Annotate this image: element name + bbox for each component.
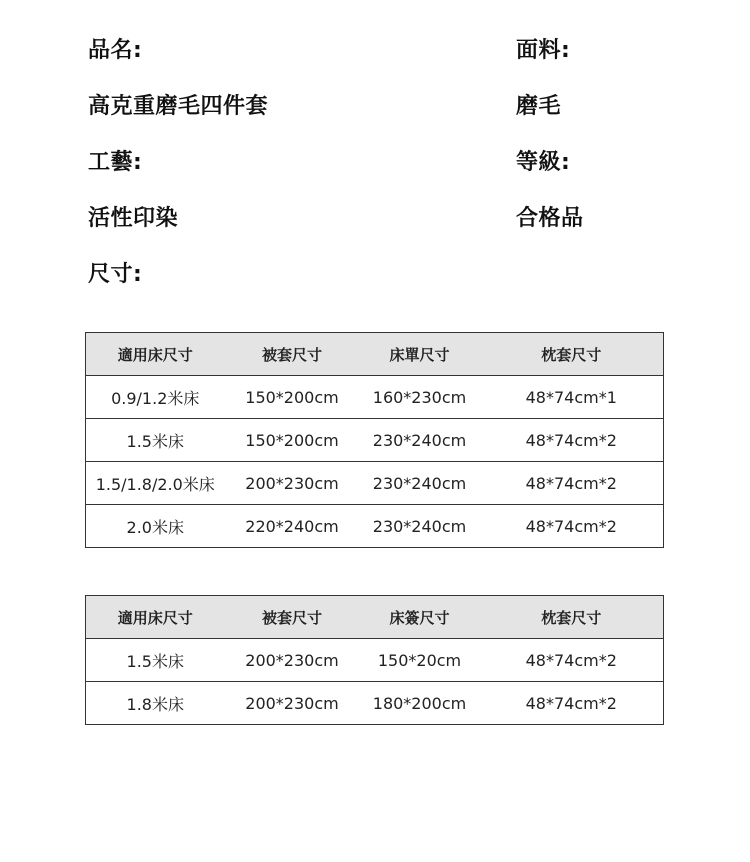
cell-bed-size: 1.5米床: [86, 419, 225, 462]
header-bed-size: 適用床尺寸: [86, 333, 225, 376]
cell-pillowcase-size: 48*74cm*2: [480, 419, 664, 462]
table-header-row: [86, 596, 664, 639]
craft-label: 工藝:: [88, 150, 143, 175]
header-bed-size: 適用床尺寸: [86, 596, 225, 639]
cell-pillowcase-size: 48*74cm*2: [480, 639, 664, 682]
cell-pillowcase-size: 48*74cm*2: [480, 462, 664, 505]
table-row: [86, 505, 664, 548]
product-name-label: 品名:: [88, 38, 143, 63]
cell-bed-size: 1.5/1.8/2.0米床: [86, 462, 225, 505]
cell-duvet-size: 150*200cm: [225, 419, 360, 462]
cell-fitted-sheet-size: 180*200cm: [360, 682, 480, 725]
table-row: [86, 376, 664, 419]
size-table-four-piece: [85, 332, 664, 548]
header-duvet-size: 被套尺寸: [225, 333, 360, 376]
grade-value: 合格品: [516, 206, 584, 231]
cell-duvet-size: 220*240cm: [225, 505, 360, 548]
table-row: [86, 639, 664, 682]
header-pillowcase-size: 枕套尺寸: [480, 596, 664, 639]
size-table-fitted-sheet: [85, 595, 664, 725]
cell-pillowcase-size: 48*74cm*2: [480, 505, 664, 548]
cell-bed-size: 2.0米床: [86, 505, 225, 548]
header-sheet-size: 床單尺寸: [360, 333, 480, 376]
cell-bed-size: 0.9/1.2米床: [86, 376, 225, 419]
table-header-row: [86, 333, 664, 376]
fabric-value: 磨毛: [516, 94, 562, 119]
table-row: [86, 682, 664, 725]
cell-sheet-size: 230*240cm: [360, 419, 480, 462]
cell-bed-size: 1.5米床: [86, 639, 225, 682]
table-row: [86, 462, 664, 505]
cell-duvet-size: 200*230cm: [225, 462, 360, 505]
cell-pillowcase-size: 48*74cm*1: [480, 376, 664, 419]
product-name-value: 高克重磨毛四件套: [88, 94, 269, 119]
cell-sheet-size: 230*240cm: [360, 505, 480, 548]
cell-duvet-size: 200*230cm: [225, 639, 360, 682]
grade-label: 等級:: [516, 150, 571, 175]
cell-duvet-size: 150*200cm: [225, 376, 360, 419]
cell-duvet-size: 200*230cm: [225, 682, 360, 725]
header-duvet-size: 被套尺寸: [225, 596, 360, 639]
cell-bed-size: 1.8米床: [86, 682, 225, 725]
craft-value: 活性印染: [88, 206, 179, 231]
size-label: 尺寸:: [88, 262, 143, 287]
table-row: [86, 419, 664, 462]
fabric-label: 面料:: [516, 38, 571, 63]
cell-fitted-sheet-size: 150*20cm: [360, 639, 480, 682]
header-fitted-sheet-size: 床簽尺寸: [360, 596, 480, 639]
cell-sheet-size: 160*230cm: [360, 376, 480, 419]
header-pillowcase-size: 枕套尺寸: [480, 333, 664, 376]
cell-pillowcase-size: 48*74cm*2: [480, 682, 664, 725]
cell-sheet-size: 230*240cm: [360, 462, 480, 505]
